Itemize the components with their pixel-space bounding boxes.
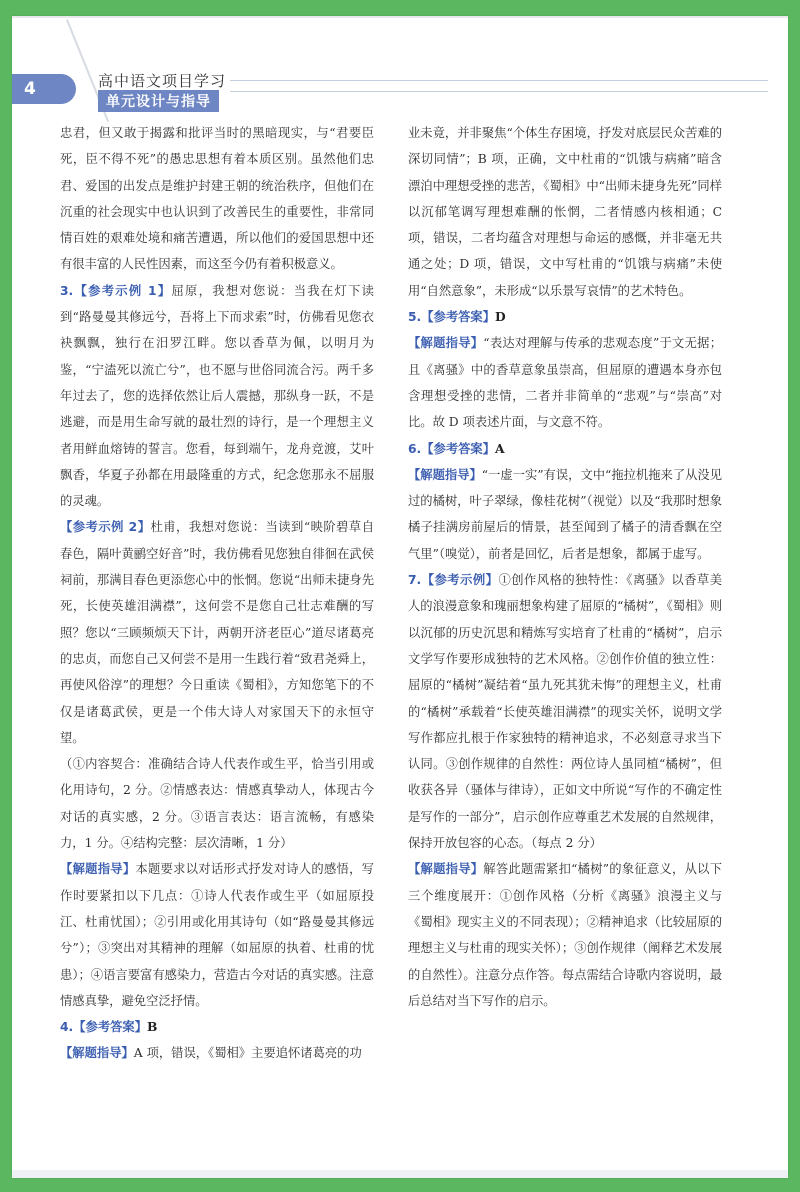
- paragraph-text: （①内容契合：准确结合诗人代表作或生平，恰当引用或化用诗句，2 分。②情感表达：情感真挚动人，体现古今对话的真实感，2 分。③语言表达：语言流畅，有感染力，1 分。④结构完整：层次清晰，1 分）: [60, 757, 374, 851]
- paragraph: [60, 514, 374, 751]
- answer-label: 5.【参考答案】: [408, 310, 496, 325]
- right-text-column: [408, 120, 722, 1014]
- answer-label: 6.【参考答案】: [408, 441, 496, 456]
- paragraph-text: A 项，错误，《蜀相》主要追怀诸葛亮的功: [133, 1046, 362, 1061]
- paragraph: [60, 1040, 374, 1066]
- paragraph: [60, 856, 374, 1014]
- answer-value: D: [495, 309, 506, 325]
- paragraph: [408, 436, 722, 462]
- answer-label: 【解题指导】: [60, 1046, 134, 1061]
- answer-label: 【解题指导】: [60, 862, 136, 877]
- paragraph: [408, 567, 722, 856]
- paragraph-text: “表达对理解与传承的悲观态度”于文无据；且《离骚》中的香草意象虽崇高，但屈原的遭遇本身亦包含理想受挫的悲情，二者并非简单的“悲观”与“崇高”对比。故 D 项表述片面，与文意不符。: [408, 336, 722, 430]
- paragraph-text: “一虚一实”有误，文中“拖拉机拖来了从没见过的橘树，叶子翠绿，像桂花树”（视觉）以及“我那时想象橘子挂满房前屋后的情景，甚至闻到了橘子的清香飘在空气里”（嗅觉），前者是回忆，后者是想象，都属于虚写。: [408, 467, 723, 561]
- paragraph: [408, 304, 722, 330]
- answer-label: 【参考示例 2】: [60, 520, 151, 535]
- answer-label: 【解题指导】: [408, 862, 484, 877]
- answer-value: A: [495, 440, 505, 456]
- paragraph-text: 本题要求以对话形式抒发对诗人的感悟，写作时要紧扣以下几点：①诗人代表作或生平（如屈原投江、杜甫忧国）；②引用或化用其诗句（如“路曼曼其修远兮”）；③突出对其精神的理解（如屈原的执着、杜甫的忧患）；④语言要富有感染力，营造古今对话的真实感。注意情感真挚，避免空泛抒情。: [60, 862, 374, 1008]
- left-text-column: [60, 120, 374, 1067]
- paragraph-text: 杜甫，我想对您说：当读到“映阶碧草自春色，隔叶黄鹂空好音”时，我仿佛看见您独自徘徊在武侯祠前，那满目春色更添您心中的怅惘。您说“出师未捷身先死，长使英雄泪满襟”，这何尝不是您自己壮志难酬的写照？您以“三顾频烦天下计，两朝开济老臣心”道尽诸葛亮的忠贞，而您自己又何尝不是用一生践行着“致君尧舜上，再使风俗淳”的理想？今日重读《蜀相》，方知您笔下的不仅是诸葛武侯，更是一个伟大诗人对家国天下的永恒守望。: [60, 520, 374, 745]
- paragraph-text: ①创作风格的独特性：《离骚》以香草美人的浪漫意象和瑰丽想象构建了屈原的“橘树”，《蜀相》则以沉郁的历史沉思和精炼写实培育了杜甫的“橘树”，启示文学写作要形成独特的艺术风格。②创作价值的独立性：屈原的“橘树”凝结着“虽九死其犹未悔”的理想主义，杜甫的“橘树”承载着“长使英雄泪满襟”的现实关怀，说明文学写作都应扎根于作家独特的精神追求，不必刻意寻求当下认同。③创作规律的自然性：两位诗人虽同植“橘树”，但收获各异（骚体与律诗），正如文中所说“写作的不确定性是写作的一部分”，启示创作应尊重艺术发展的自然规律，保持开放包容的心态。（每点 2 分）: [408, 573, 722, 851]
- paragraph-text: 屈原，我想对您说：当我在灯下读到“路曼曼其修远兮，吾将上下而求索”时，仿佛看见您衣袂飘飘，独行在汨罗江畔。您以香草为佩，以明月为鉴，“宁溘死以流亡兮”，也不愿与世俗同流合污。两千多年过去了，您的选择依然让后人震撼，那纵身一跃，不是逃避，而是用生命写就的最壮烈的诗行，是一个理想主义者用鲜血熔铸的誓言。您看，每到端午，龙舟竞渡，艾叶飘香，华夏子孙都在用最隆重的方式，纪念您那永不屈服的灵魂。: [60, 283, 374, 509]
- answer-label: 【解题指导】: [408, 467, 482, 482]
- document-page: [12, 16, 788, 1178]
- paragraph: [408, 120, 722, 304]
- answer-value: B: [147, 1019, 158, 1035]
- answer-label: 【解题指导】: [408, 336, 484, 351]
- answer-label: 3.【参考示例 1】: [60, 283, 172, 298]
- answer-label: 7.【参考示例】: [408, 573, 499, 588]
- paragraph: [60, 278, 374, 515]
- bottom-bar: [12, 1170, 788, 1178]
- header-double-rule: [230, 80, 768, 92]
- paragraph: [60, 1014, 374, 1040]
- section-subtitle: 单元设计与指导: [98, 90, 219, 112]
- paragraph: [60, 120, 374, 278]
- paragraph: [408, 330, 722, 435]
- paragraph-text: 解答此题需紧扣“橘树”的象征意义，从以下三个维度展开：①创作风格（分析《离骚》浪漫主义与《蜀相》现实主义的不同表现）；②精神追求（比较屈原的理想主义与杜甫的现实关怀）；③创作规律（阐释艺术发展的自然性）。注意分点作答。每点需结合诗歌内容说明，最后总结对当下写作的启示。: [408, 862, 722, 1008]
- top-rule: [12, 16, 788, 18]
- page-number-tab: 4: [12, 74, 76, 104]
- paragraph: [408, 856, 722, 1014]
- paragraph: [60, 751, 374, 856]
- book-title: 高中语文项目学习: [98, 72, 227, 90]
- answer-label: 4.【参考答案】: [60, 1020, 148, 1035]
- paragraph-text: 业未竟，并非聚焦“个体生存困境，抒发对底层民众苦难的深切同情”；B 项，正确，文中杜甫的“饥饿与病痛”暗含漂泊中理想受挫的悲苦，《蜀相》中“出师未捷身先死”同样以沉郁笔调写理想难酬的怅惘，二者情感内核相通；C 项，错误，二者均蕴含对理想与命运的感慨，并非毫无共通之处；D 项，错误，文中写杜甫的“饥饿与病痛”未使用“自然意象”，未形成“以乐景写哀情”的艺术特色。: [408, 126, 722, 298]
- paragraph: [408, 462, 722, 567]
- paragraph-text: 忠君，但又敢于揭露和批评当时的黑暗现实，与“君要臣死，臣不得不死”的愚忠思想有着本质区别。虽然他们忠君、爱国的出发点是维护封建王朝的统治秩序，但他们在沉重的社会现实中也认识到了改善民生的重要性，非常同情百姓的艰难处境和痛苦遭遇，所以他们的爱国思想中还有很丰富的人民性因素，而这至今仍有着积极意义。: [60, 126, 374, 272]
